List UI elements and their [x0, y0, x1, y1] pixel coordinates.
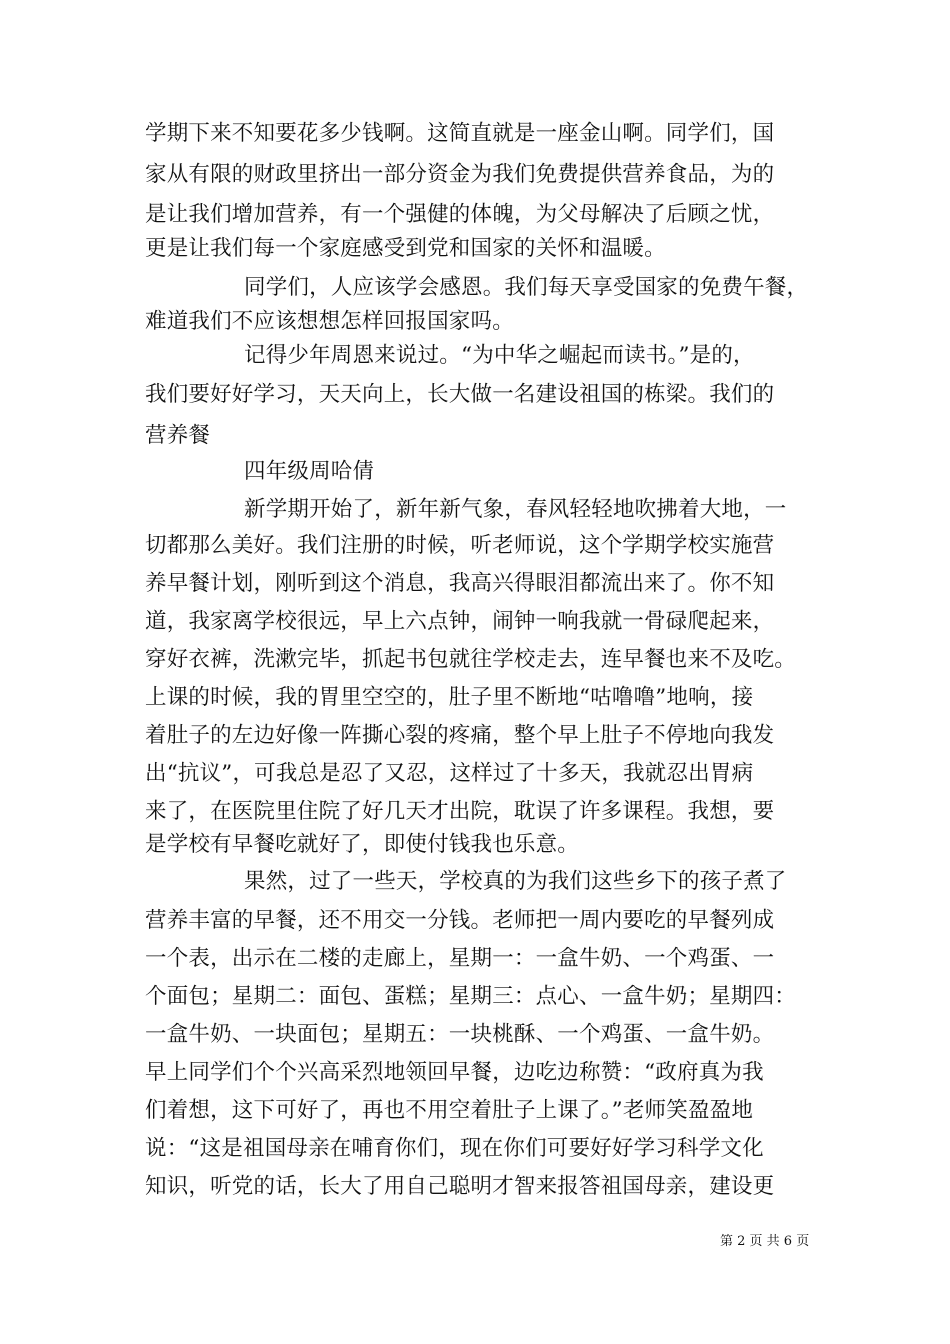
text-line: 说：“这是祖国母亲在哺育你们，现在你们可要好好学习科学文化 — [145, 1136, 764, 1161]
page-number-footer: 第 2 页 共 6 页 — [720, 1234, 810, 1249]
text-line: 难道我们不应该想想怎样回报国家吗。 — [145, 309, 514, 334]
text-line: 新学期开始了，新年新气象，春风轻轻地吹拂着大地，一 — [244, 497, 787, 522]
text-line: 们着想，这下可好了，再也不用空着肚子上课了。”老师笑盈盈地 — [145, 1098, 754, 1123]
text-line: 更是让我们每一个家庭感受到党和国家的关怀和温暖。 — [145, 236, 666, 261]
text-line: 我们要好好学习，天天向上，长大做一名建设祖国的栋梁。我们的 — [145, 382, 775, 407]
text-line: 是让我们增加营养，有一个强健的体魄，为父母解决了后顾之忧， — [145, 202, 775, 227]
text-line: 同学们，人应该学会感恩。我们每天享受国家的免费午餐， — [244, 275, 809, 300]
text-line: 切都那么美好。我们注册的时候，听老师说，这个学期学校实施营 — [145, 533, 775, 558]
text-line: 穿好衣裤，洗漱完毕，抓起书包就往学校走去，连早餐也来不及吃。 — [145, 647, 797, 672]
text-line: 来了，在医院里住院了好几天才出院，耽误了许多课程。我想，要 — [145, 799, 775, 824]
text-line: 一个表，出示在二楼的走廊上，星期一：一盒牛奶、一个鸡蛋、一 — [145, 946, 775, 971]
text-line: 家从有限的财政里挤出一部分资金为我们免费提供营养食品，为的 — [145, 162, 775, 187]
text-line: 营养丰富的早餐，还不用交一分钱。老师把一周内要吃的早餐列成 — [145, 908, 775, 933]
text-line: 一盒牛奶、一块面包；星期五：一块桃酥、一个鸡蛋、一盒牛奶。 — [145, 1022, 775, 1047]
text-line: 记得少年周恩来说过。“为中华之崛起而读书。”是的， — [244, 343, 755, 368]
section-heading: 四年级周哈倩 — [244, 459, 375, 484]
text-line: 果然，过了一些天，学校真的为我们这些乡下的孩子煮了 — [244, 869, 787, 894]
text-line: 出“抗议”，可我总是忍了又忍，这样过了十多天，我就忍出胃病 — [145, 761, 754, 786]
text-line: 知识，听党的话，长大了用自己聪明才智来报答祖国母亲，建设更 — [145, 1174, 775, 1199]
text-line: 养早餐计划，刚听到这个消息，我高兴得眼泪都流出来了。你不知 — [145, 571, 775, 596]
text-line: 着肚子的左边好像一阵撕心裂的疼痛，整个早上肚子不停地向我发 — [145, 723, 775, 748]
text-line: 是学校有早餐吃就好了，即使付钱我也乐意。 — [145, 832, 580, 857]
text-line: 个面包；星期二：面包、蛋糕；星期三：点心、一盒牛奶；星期四： — [145, 984, 797, 1009]
text-line: 营养餐 — [145, 423, 211, 448]
text-line: 学期下来不知要花多少钱啊。这简直就是一座金山啊。同学们，国 — [145, 121, 775, 146]
text-line: 早上同学们个个兴高采烈地领回早餐，边吃边称赞：“政府真为我 — [145, 1060, 764, 1085]
text-line: 道，我家离学校很远，早上六点钟，闹钟一响我就一骨碌爬起来， — [145, 609, 775, 634]
text-line: 上课的时候，我的胃里空空的，肚子里不断地“咕噜噜”地响，接 — [145, 685, 754, 710]
